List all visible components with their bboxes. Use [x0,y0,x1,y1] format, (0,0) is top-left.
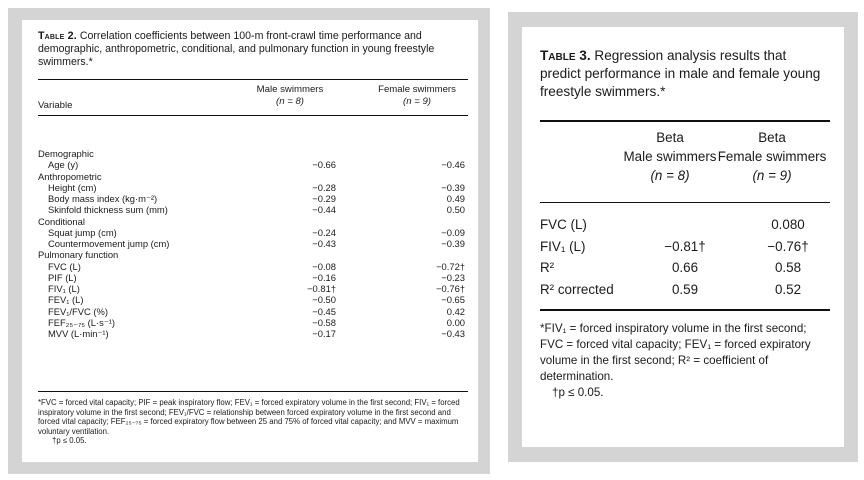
male-value-cell: −0.28 [312,181,336,193]
male-value-cell: −0.45 [312,305,336,317]
female-value-cell: −0.23 [441,271,465,283]
table-2-header-female-label: Female swimmers [378,84,456,95]
male-beta-cell: 0.66 [671,260,699,275]
female-value-cell: −0.39 [441,238,465,249]
female-value-cell: 0.42 [446,305,465,317]
table-2-header-male-n: (n = 8) [276,96,304,107]
female-beta-cell: −0.76† [767,238,809,254]
male-value-cell: −0.66 [312,159,336,171]
table-row [38,238,468,249]
table-2-top-rule [38,79,468,80]
table-2-footnote [38,398,470,446]
table-3-significance-note: †p ≤ 0.05. [552,386,604,399]
male-value-cell: −0.29 [312,193,336,204]
table-3-top-rule [540,120,830,122]
male-beta-cell: −0.81† [664,238,706,254]
female-value-cell: −0.39 [441,181,465,193]
table-2-header-female [362,84,472,108]
row-variable-label: R² corrected [540,281,614,297]
table-3-footnote [540,321,830,401]
row-variable-label: R² [540,260,555,275]
table-2-bottom-rule [38,391,468,392]
table-3-header-rule [540,202,830,203]
table-3-bottom-rule [540,309,830,311]
row-variable-label: FIV₁ (L) [540,238,586,254]
table-row [540,215,830,235]
table-3-label: Table 3. [540,48,591,63]
table-row [38,283,468,294]
row-group-heading: Demographic [38,148,94,159]
table-3-header-male-label: Male swimmers [623,149,717,164]
male-value-cell: −0.44 [312,204,336,216]
table-row [38,193,468,204]
male-value-cell: −0.58 [312,316,336,328]
table-2-caption-text: Correlation coefficients between 100-m front-crawl time performance and demographic, anthropometric, conditional, and pulmonary function in young freestyle swimmers.* [38,30,435,68]
row-variable-label: Height (cm) [48,181,97,193]
male-value-cell: −0.24 [312,226,336,238]
female-beta-cell: 0.080 [771,217,805,232]
table-row [38,249,468,260]
table-row [540,258,830,278]
female-value-cell: 0.50 [446,204,465,216]
table-2-header-female-n: (n = 9) [403,96,431,107]
male-value-cell: −0.50 [312,294,336,306]
table-row [38,159,468,170]
row-variable-label: Skinfold thickness sum (mm) [48,204,168,216]
table-row [38,317,468,328]
male-value-cell: −0.17 [312,328,336,339]
table-row [540,280,830,300]
female-value-cell: 0.49 [446,193,465,204]
row-variable-label: MVV (L·min⁻¹) [48,328,109,339]
table-2-label: Table 2. [38,30,77,42]
male-value-cell: −0.43 [312,238,336,249]
table-2-header-male [238,84,342,108]
female-value-cell: −0.43 [441,328,465,339]
table-3-header-female [716,128,828,185]
female-beta-cell: 0.52 [774,281,802,297]
row-variable-label: FEF₂₅₋₇₅ (L·s⁻¹) [48,316,116,328]
table-row [38,272,468,283]
male-beta-cell: 0.59 [671,281,699,297]
table-3-header-female-beta: Beta [758,130,786,145]
row-variable-label: FEV₁ (L) [48,294,84,306]
table-row [38,294,468,305]
table-3-caption [540,47,830,101]
table-2-header-male-label: Male swimmers [256,84,324,95]
female-value-cell: −0.09 [441,226,465,238]
row-variable-label: FEV₁/FVC (%) [48,305,108,317]
table-row [38,148,468,159]
table-2-caption [38,30,468,69]
row-variable-label: PIF (L) [48,271,77,283]
female-value-cell: 0.00 [446,316,465,328]
row-group-heading: Pulmonary function [38,249,119,261]
row-group-heading: Anthropometric [38,170,102,182]
table-row [38,216,468,227]
table-3-footnote-text: *FIV₁ = forced inspiratory volume in the first second; FVC = forced vital capacity; FEV₁ = forced expiratory volume in the first second; R² = coefficient of determination. [540,322,811,383]
table-row [38,204,468,215]
row-group-heading: Conditional [38,215,85,227]
table-2-footnote-text: *FVC = forced vital capacity; PIF = peak inspiratory flow; FEV₁ = forced expiratory volume in the first second; FIV₁ = forced inspiratory volume in the first second; FEV₁/FVC = relationship between forced expiratory volume in the first second and forced vital capacity; FEF₂₅₋₇₅ = forced expiratory flow between 25 and 75% of forced vital capacity; and MVV = maximum voluntary ventilation. [38,398,460,436]
row-variable-label: Countermovement jump (cm) [48,238,170,249]
female-value-cell: −0.72† [436,260,465,272]
table-3-header-male-beta: Beta [656,130,684,145]
table-row [38,227,468,238]
male-value-cell: −0.16 [312,271,336,283]
table-row [38,182,468,193]
table-row [38,306,468,317]
table-row [38,261,468,272]
female-value-cell: −0.76† [436,283,465,294]
table-3-header-female-label: Female swimmers [717,149,827,164]
table-3-header-male [622,128,718,185]
table-3-panel [522,27,844,447]
table-2-panel [22,20,478,462]
table-2-header-rule [38,115,468,116]
row-variable-label: FVC (L) [48,260,81,272]
row-variable-label: Squat jump (cm) [48,226,117,238]
table-3-header-male-n: (n = 8) [650,168,690,183]
table-3-caption-text: Regression analysis results that predict performance in male and female young freestyle swimmers.* [540,48,821,99]
table-3-header-female-n: (n = 9) [752,168,792,183]
row-variable-label: Body mass index (kg·m⁻²) [48,193,158,204]
female-beta-cell: 0.58 [774,260,802,275]
male-value-cell: −0.08 [312,260,336,272]
table-row [38,171,468,182]
table-row [540,237,830,257]
row-variable-label: FIV₁ (L) [48,283,80,294]
table-2-significance-note: †p ≤ 0.05. [52,436,87,446]
row-variable-label: Age (y) [48,159,79,171]
table-row [38,328,468,339]
male-value-cell: −0.81† [307,283,336,294]
female-value-cell: −0.46 [441,159,465,171]
row-variable-label: FVC (L) [540,217,587,232]
table-2-header-variable: Variable [38,100,73,111]
female-value-cell: −0.65 [441,294,465,306]
